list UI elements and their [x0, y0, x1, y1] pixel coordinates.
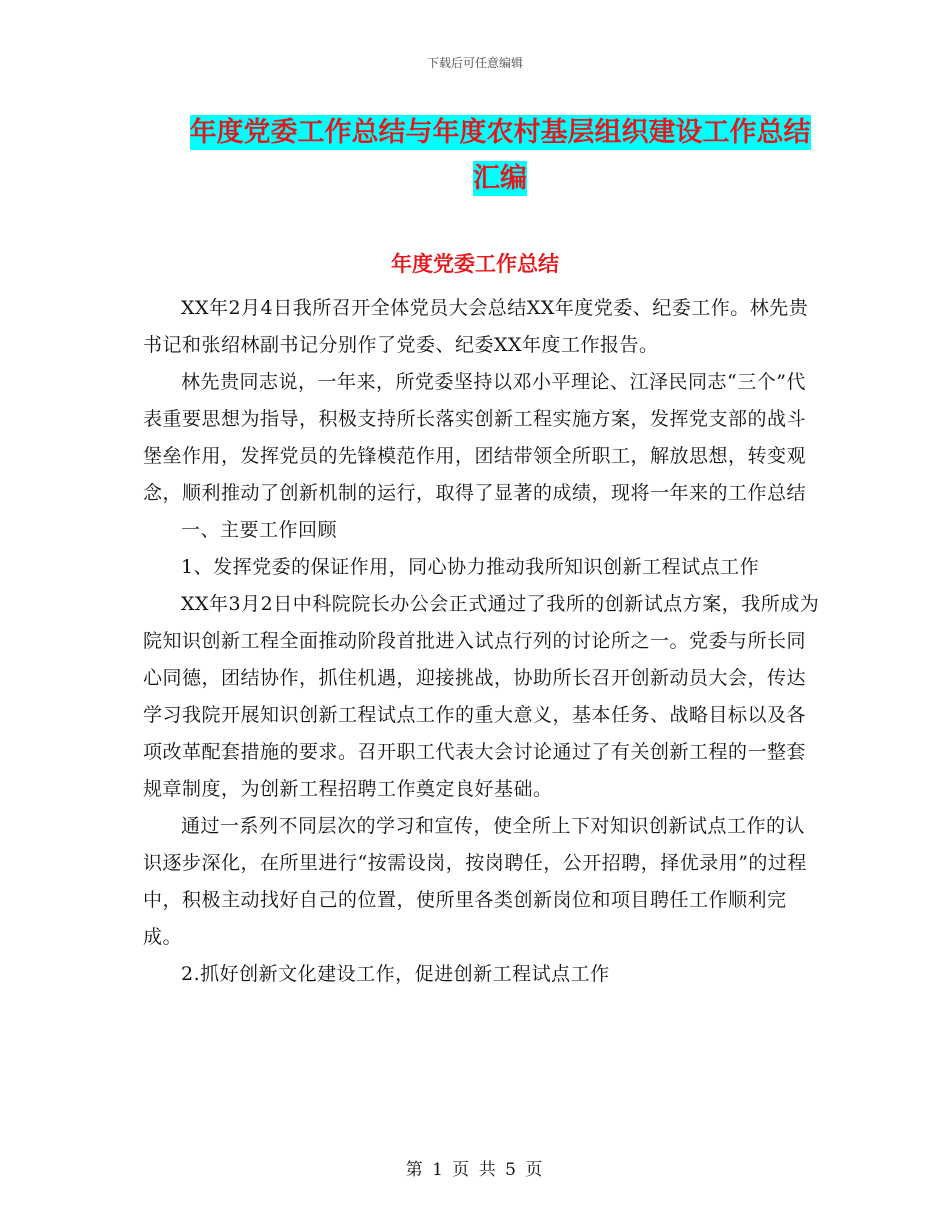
subheading: 1、发挥党委的保证作用，同心协力推动我所知识创新工程试点工作	[181, 556, 760, 578]
paragraph: 林先贵同志说，一年来，所党委坚持以邓小平理论、江泽民同志“三个”代表重要思想为指导，积极支持所长落实创新工程实施方案，发挥党支部的战斗堡垒作用，发挥党员的先锋模范作用，团结带领全所职工，解放思想，转变观念，顺利推动了创新机制的运行，取得了显著的成绩，现将一年来的工作总结	[143, 371, 807, 504]
section-heading: 一、主要工作回顾	[181, 519, 338, 541]
paragraph: 通过一系列不同层次的学习和宣传，使全所上下对知识创新试点工作的认识逐步深化，在所里进行“按需设岗，按岗聘任，公开招聘，择优录用”的过程中，积极主动找好自己的位置，使所里各类创新岗位和项目聘任工作顺利完成。	[143, 815, 807, 948]
title-line-1: 年度党委工作总结与年度农村基层组织建设工作总结	[189, 117, 811, 148]
document-body	[143, 290, 823, 993]
section-title: 年度党委工作总结	[391, 252, 559, 276]
subheading: 2.抓好创新文化建设工作，促进创新工程试点工作	[181, 963, 610, 985]
paragraph: XX年2月4日我所召开全体党员大会总结XX年度党委、纪委工作。林先贵书记和张绍林副书记分别作了党委、纪委XX年度工作报告。	[143, 297, 809, 356]
title-line-2: 汇编	[473, 163, 527, 194]
header-note: 下载后可任意编辑	[426, 56, 523, 70]
page-footer: 第 1 页 共 5 页	[405, 1160, 545, 1180]
paragraph: XX年3月2日中科院院长办公会正式通过了我所的创新试点方案，我所成为院知识创新工程全面推动阶段首批进入试点行列的讨论所之一。党委与所长同心同德，团结协作，抓住机遇，迎接挑战，协助所长召开创新动员大会，传达学习我院开展知识创新工程试点工作的重大意义，基本任务、战略目标以及各项改革配套措施的要求。召开职工代表大会讨论通过了有关创新工程的一整套规章制度，为创新工程招聘工作奠定良好基础。	[143, 593, 820, 800]
document-title	[150, 110, 850, 202]
